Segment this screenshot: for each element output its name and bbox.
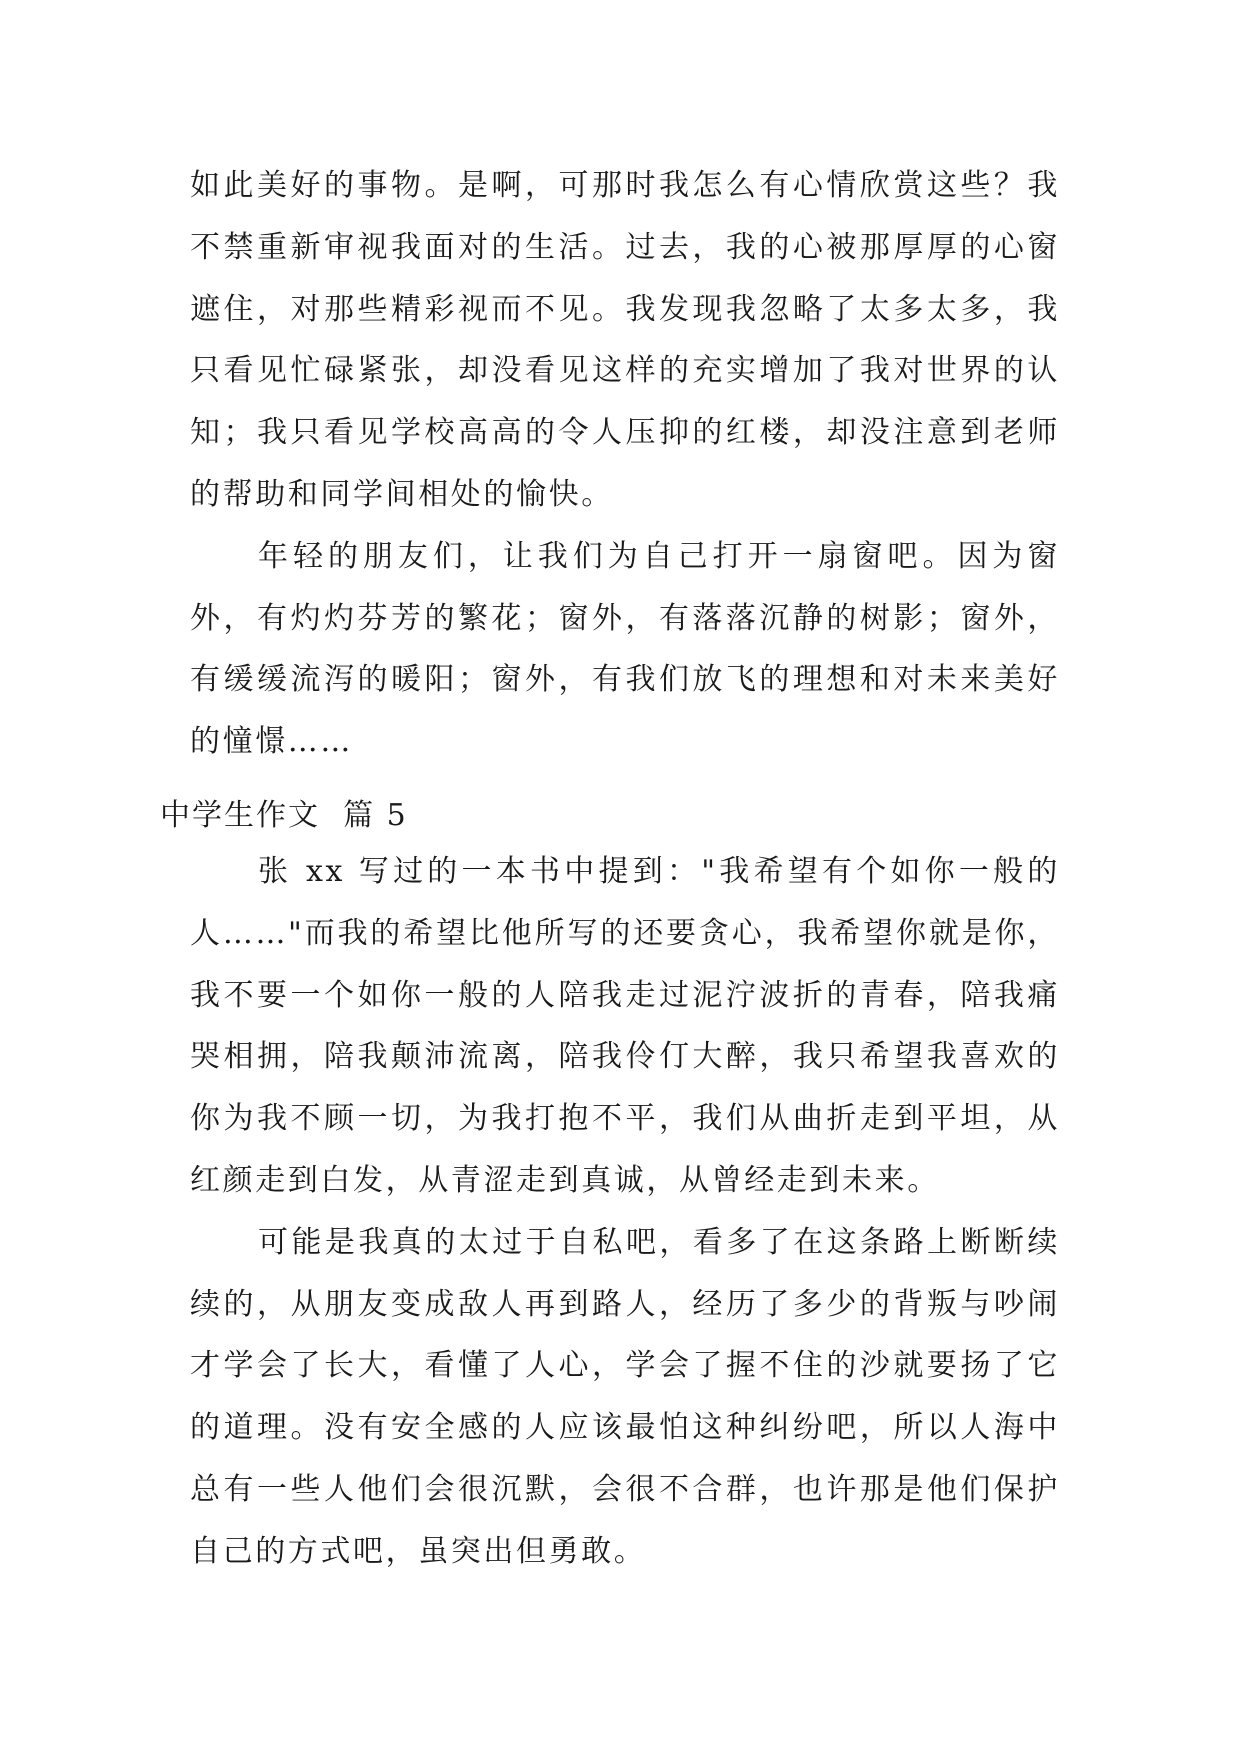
section-heading: 中学生作文 篇 5 — [160, 798, 408, 833]
essay-section-5 — [190, 841, 1060, 1583]
paragraph: 张 xx 写过的一本书中提到："我希望有个如你一般的人……"而我的希望比他所写的还要贪心，我希望你就是你，我不要一个如你一般的人陪我走过泥泞波折的青春，陪我痛哭相拥，陪我颠沛流离，陪我伶仃大醉，我只希望我喜欢的你为我不顾一切，为我打抱不平，我们从曲折走到平坦，从红颜走到白发，从青涩走到真诚，从曾经走到未来。 — [190, 854, 1060, 1198]
paragraph: 可能是我真的太过于自私吧，看多了在这条路上断断续续的，从朋友变成敌人再到路人，经历了多少的背叛与吵闹才学会了长大，看懂了人心，学会了握不住的沙就要扬了它的道理。没有安全感的人应该最怕这种纠纷吧，所以人海中总有一些人他们会很沉默，会很不合群，也许那是他们保护自己的方式吧，虽突出但勇敢。 — [190, 1224, 1060, 1569]
essay-continuation — [190, 155, 1060, 773]
paragraph: 年轻的朋友们，让我们为自己打开一扇窗吧。因为窗外，有灼灼芬芳的繁花；窗外，有落落沉静的树影；窗外，有缓缓流泻的暖阳；窗外，有我们放飞的理想和对未来美好的憧憬…… — [190, 538, 1060, 760]
paragraph: 如此美好的事物。是啊，可那时我怎么有心情欣赏这些？我不禁重新审视我面对的生活。过去，我的心被那厚厚的心窗遮住，对那些精彩视而不见。我发现我忽略了太多太多，我只看见忙碌紧张，却没看见这样的充实增加了我对世界的认知；我只看见学校高高的令人压抑的红楼，却没注意到老师的帮助和同学间相处的愉快。 — [190, 168, 1060, 512]
